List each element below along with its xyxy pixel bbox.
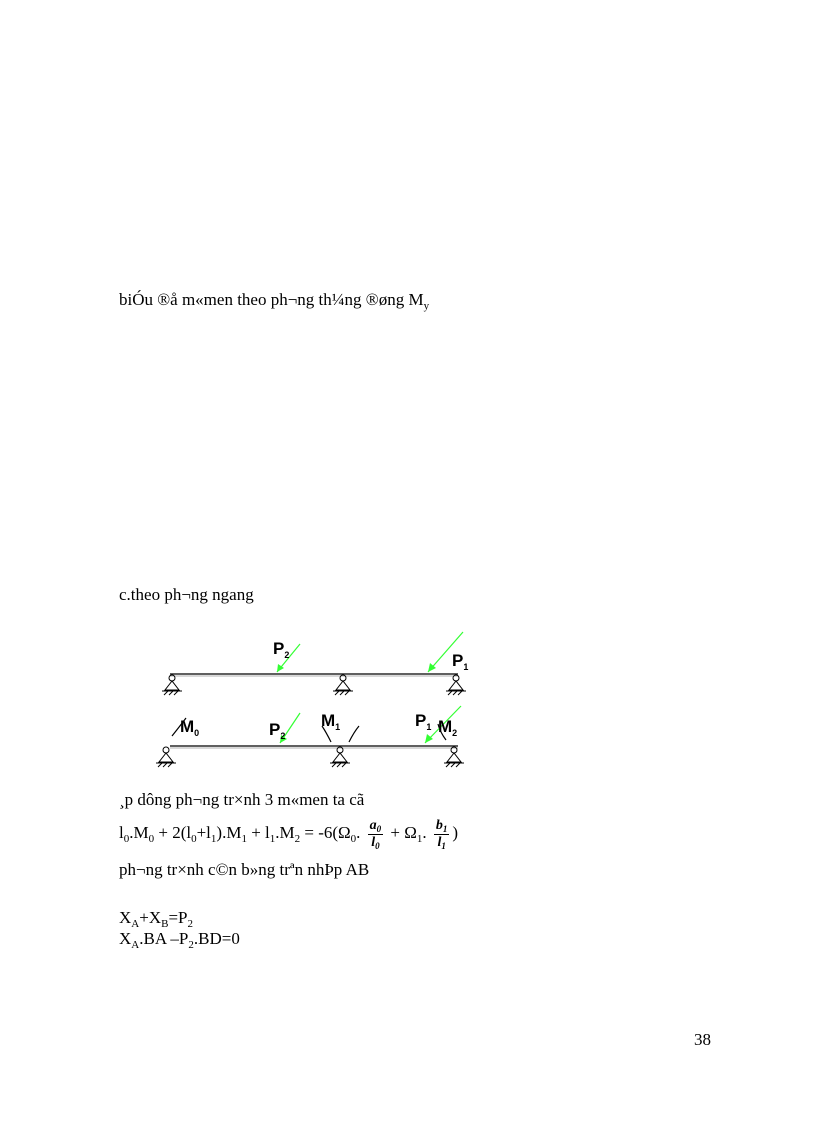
fraction-a0-l0: $\frac{a_0}{l_0}$ [369,817,382,851]
three-moment-equation: $l_0.M_0 + 2(l_0+l_1).M_1 + l_1.M_2 = -6(\Omega_0$. $\frac{a_0}{l_0}$ + $\Omega_1$. $\frac{b_1}{l_1}$ ) [119,817,459,851]
apply-three-moment-text: ¸p dông ph¬ng tr×nh 3 m«men ta cã [119,790,365,809]
bottom-support-right [444,747,464,767]
moment-diagram-heading: biÓu ®å m«men theo ph¬ng th¼ng ®øng $M_y$ [119,290,430,312]
balance-equation-heading: ph¬ng tr×nh c©n b»ng trªn nhÞp AB [119,860,370,879]
bottom-support-middle [330,747,350,767]
fraction-b1-l1: $\frac{b_1}{l_1}$ [435,817,448,851]
balance-equation-1: $X_A+X_B=P_2$ [119,908,193,930]
top-support-right [446,675,466,695]
top-load-p1-label: $P_1$ [452,651,469,672]
bottom-m2-label: $M_2$ [438,717,458,738]
m1-right-moment-arrow [349,726,359,742]
top-support-middle [333,675,353,695]
horizontal-section-heading: c.theo ph¬ng ngang [119,585,254,604]
bottom-beam [170,746,458,748]
bottom-load-p2-label: $P_2$ [269,720,286,741]
page-number: 38 [694,1030,711,1049]
beam-diagram [150,628,480,773]
bottom-m1-label: $M_1$ [321,711,341,732]
top-load-p2-label: $P_2$ [273,639,290,660]
bottom-m0-label: $M_0$ [180,717,200,738]
top-beam [170,674,458,676]
bottom-load-p1-label: $P_1$ [415,711,432,732]
bottom-support-left [156,747,176,767]
top-support-left [162,675,182,695]
balance-equation-2: $X_A.BA$ $-P_2.BD=0$ [119,929,240,951]
